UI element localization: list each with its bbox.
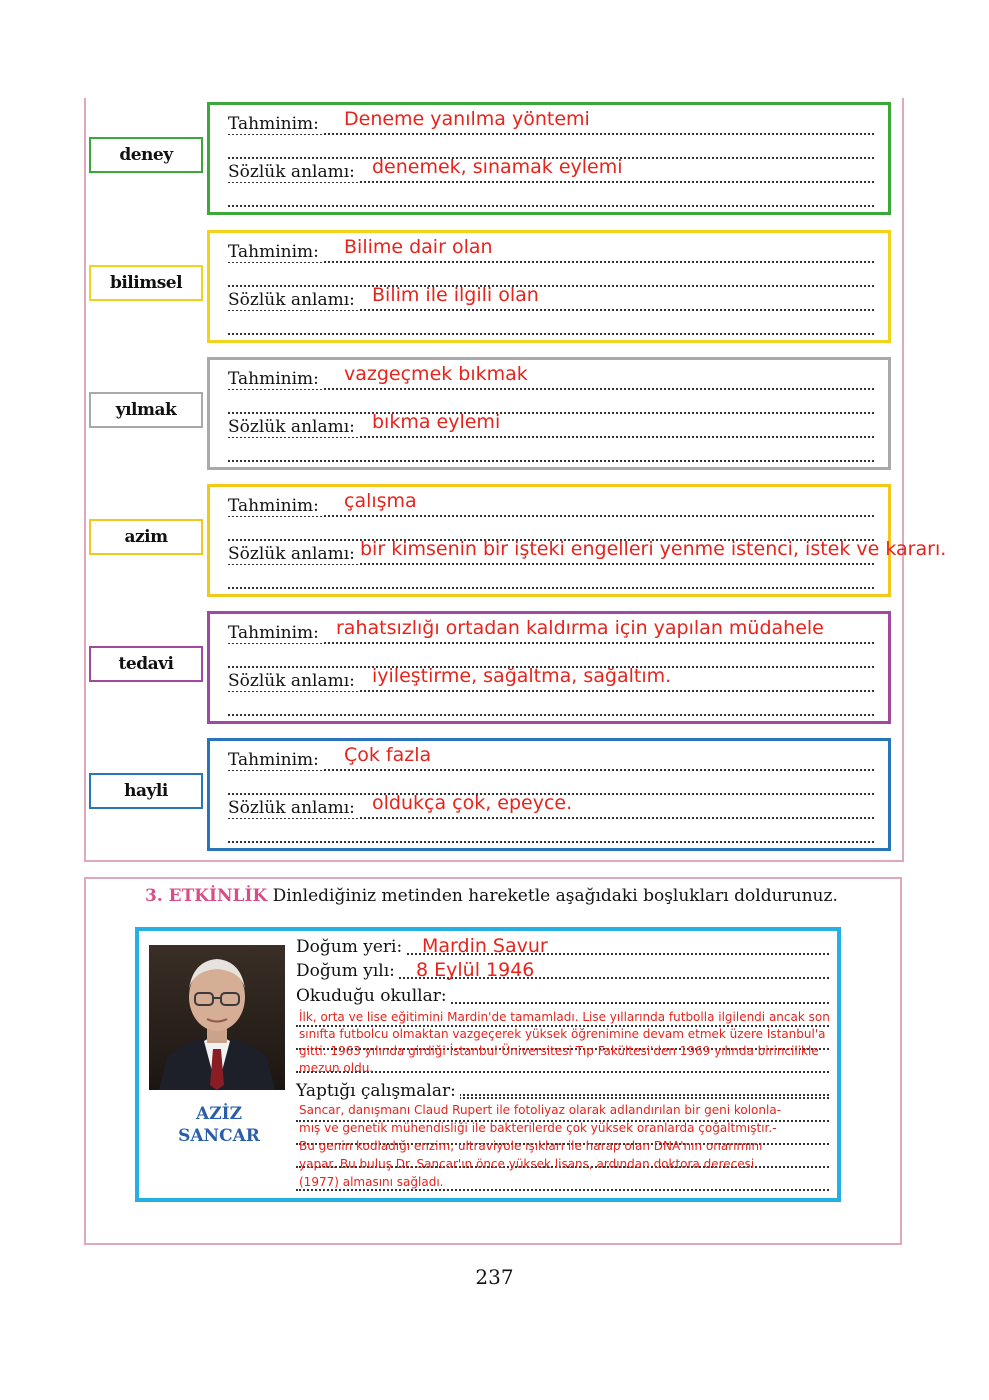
answer-line [228,495,874,517]
answer-line [228,567,874,589]
word-box: azim [89,519,203,555]
works-answer-line: Bu genin kodladığı enzim, ultraviyole ışıkları ile harap olan DNA'nın onarımını [299,1139,763,1153]
answer-line [228,185,874,207]
answer-line [228,440,874,462]
guess-answer: çalışma [344,490,417,512]
definition-box [207,230,891,343]
page-number: 237 [475,1265,514,1289]
biography-card [135,927,841,1202]
answer-line [228,392,874,414]
schools-answer-line: gitti. 1963 yılında girdiği İstanbul Üniversitesi Tıp Fakültesi'den 1969 yılında birincilikle [299,1044,819,1058]
works-label: Yaptığı çalışmalar: [296,1081,460,1101]
answer-line [228,694,874,716]
activity-label: 3. ETKİNLİK [145,886,268,906]
word-box: yılmak [89,392,203,428]
guess-answer: Deneme yanılma yöntemi [344,108,590,130]
schools-answer-line: mezun oldu. [299,1061,374,1075]
activity-heading [145,886,838,906]
guess-label: Tahminim: [228,114,323,134]
word-box: tedavi [89,646,203,682]
portrait-photo [149,945,285,1090]
word-box: hayli [89,773,203,809]
guess-answer: Bilime dair olan [344,236,493,258]
works-answer-line: Sancar, danışmanı Claud Rupert ile fotoliyaz olarak adlandırılan bir geni kolonla- [299,1103,782,1117]
definition-box [207,484,947,597]
meaning-label: Sözlük anlamı: [228,290,359,310]
meaning-label: Sözlük anlamı: [228,162,359,182]
schools-answer-line: sınıfta futbolcu olmaktan vazgeçerek yüksek öğrenimine devam etmek üzere İstanbul'a [299,1027,826,1041]
guess-label: Tahminim: [228,750,323,770]
guess-answer: vazgeçmek bıkmak [344,363,528,385]
works-answer-line: (1977) almasını sağladı. [299,1175,444,1189]
person-last-name: SANCAR [178,1126,260,1146]
definition-box [207,357,891,470]
definition-box [207,738,891,851]
works-answer-line: yapar. Bu buluş Dr. Sancar'ın önce yüksek lisans, ardından doktora derecesi [299,1157,755,1171]
meaning-answer: denemek, sınamak eylemi [372,156,623,178]
word-box: deney [89,137,203,173]
word-box: bilimsel [89,265,203,301]
schools-answer-line: İlk, orta ve lise eğitimini Mardin'de tamamladı. Lise yıllarında futbolla ilgilendi ancak son [299,1010,830,1024]
meaning-label: Sözlük anlamı: [228,544,359,564]
guess-label: Tahminim: [228,369,323,389]
answer-line [228,241,874,263]
birthyear-label: Doğum yılı: [296,961,399,981]
answer-line [228,749,874,771]
schools-label: Okuduğu okullar: [296,986,451,1006]
works-answer-line: mış ve genetik mühendisliği ile bakterilerde çok yüksek oranlarda çoğaltmıştır.- [299,1121,777,1135]
birthyear-answer: 8 Eylül 1946 [416,959,535,981]
guess-label: Tahminim: [228,496,323,516]
guess-label: Tahminim: [228,623,323,643]
meaning-answer: oldukça çok, epeyce. [372,792,573,814]
meaning-answer: bıkma eylemi [372,411,501,433]
portrait-illustration [149,945,285,1090]
guess-label: Tahminim: [228,242,323,262]
birthplace-answer: Mardin Savur [422,935,548,957]
answer-line [228,313,874,335]
guess-answer: Çok fazla [344,744,432,766]
meaning-label: Sözlük anlamı: [228,671,359,691]
meaning-answer: bir kimsenin bir işteki engelleri yenme istenci, istek ve kararı. [360,538,947,560]
person-first-name: AZİZ [196,1104,242,1124]
answer-line [228,265,874,287]
guess-answer: rahatsızlığı ortadan kaldırma için yapılan müdahele [336,617,824,639]
activity-instruction: Dinlediğiniz metinden hareketle aşağıdaki boşlukları doldurunuz. [272,886,838,906]
birthplace-label: Doğum yeri: [296,937,406,957]
definition-box [207,611,891,724]
person-name [149,1103,289,1147]
meaning-answer: iyileştirme, sağaltma, sağaltım. [372,665,672,687]
answer-line [228,368,874,390]
definition-box [207,102,891,215]
meaning-label: Sözlük anlamı: [228,417,359,437]
meaning-label: Sözlük anlamı: [228,798,359,818]
meaning-answer: Bilim ile ilgili olan [372,284,539,306]
answer-line [228,821,874,843]
